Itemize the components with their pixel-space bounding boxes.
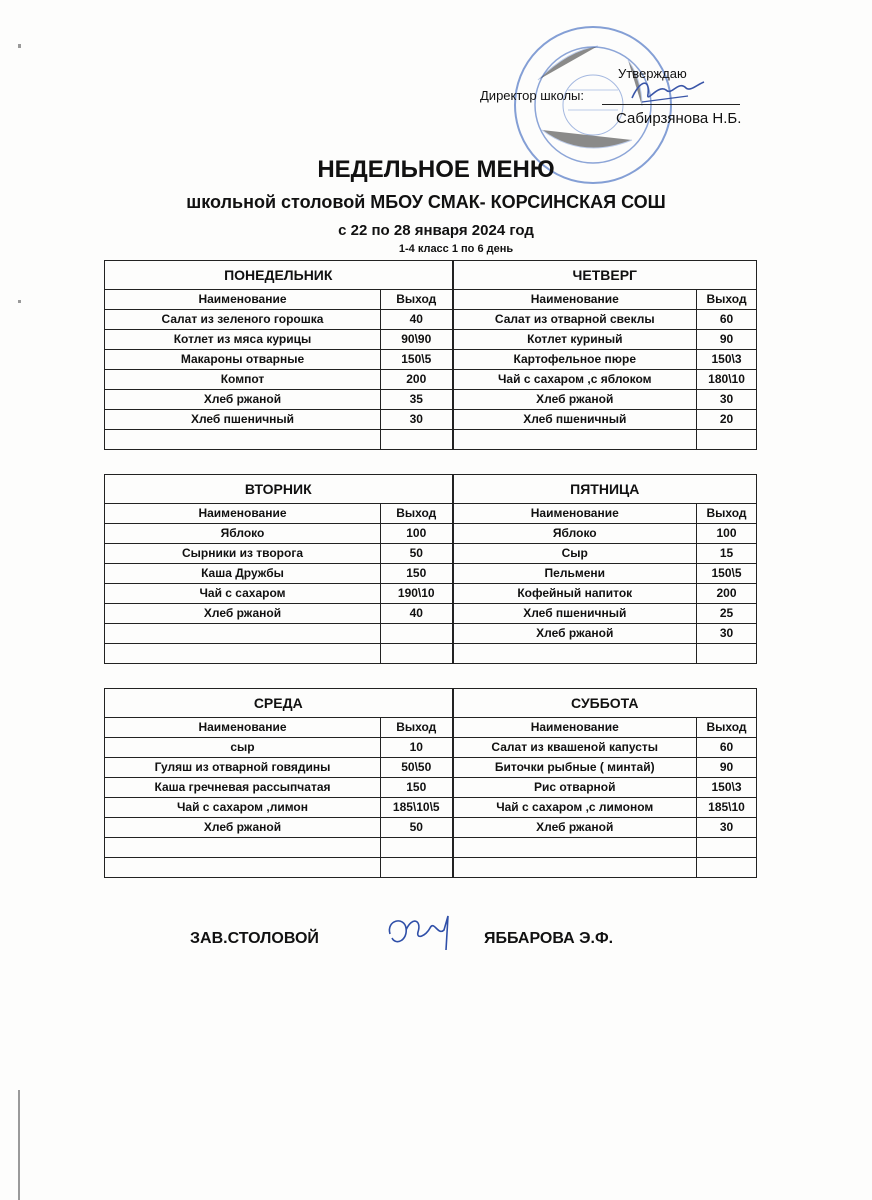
table-row xyxy=(105,564,757,584)
page-title: НЕДЕЛЬНОЕ МЕНЮ xyxy=(317,156,555,183)
dish-output: 150\5 xyxy=(697,564,757,584)
table-row xyxy=(105,410,757,430)
dish-output: 20 xyxy=(697,410,757,430)
day-header: СРЕДА xyxy=(105,689,453,718)
table-row xyxy=(105,390,757,410)
dish-name: Хлеб пшеничный xyxy=(105,410,381,430)
dish-name: Котлет куриный xyxy=(453,330,697,350)
director-name: Сабирзянова Н.Б. xyxy=(616,110,742,127)
dish-name: Салат из зеленого горошка xyxy=(105,310,381,330)
dish-output: 150\3 xyxy=(697,350,757,370)
dish-output xyxy=(697,644,757,664)
table-row xyxy=(105,644,757,664)
table-row xyxy=(105,838,757,858)
table-row xyxy=(105,624,757,644)
dish-output: 10 xyxy=(381,738,453,758)
dish-output xyxy=(697,858,757,878)
dish-output: 200 xyxy=(697,584,757,604)
dish-output: 15 xyxy=(697,544,757,564)
dish-name: Макароны отварные xyxy=(105,350,381,370)
dish-name: Кофейный напиток xyxy=(453,584,697,604)
dish-output xyxy=(381,430,453,450)
dish-output: 185\10 xyxy=(697,798,757,818)
table-row xyxy=(105,584,757,604)
dish-name: Яблоко xyxy=(105,524,381,544)
dish-output: 50 xyxy=(381,544,453,564)
dish-name xyxy=(453,838,697,858)
dish-name: Хлеб пшеничный xyxy=(453,604,697,624)
column-header-output: Выход xyxy=(697,290,757,310)
director-signature xyxy=(628,74,708,110)
dish-output xyxy=(381,838,453,858)
dish-output: 90\90 xyxy=(381,330,453,350)
table-row xyxy=(105,778,757,798)
dish-output xyxy=(381,858,453,878)
dish-name: Биточки рыбные ( минтай) xyxy=(453,758,697,778)
dish-name xyxy=(105,644,381,664)
column-header-output: Выход xyxy=(381,504,453,524)
dish-output: 30 xyxy=(381,410,453,430)
table-row xyxy=(105,818,757,838)
column-header-output: Выход xyxy=(381,290,453,310)
dish-output xyxy=(697,430,757,450)
dish-name xyxy=(105,624,381,644)
dish-output: 190\10 xyxy=(381,584,453,604)
dish-output: 185\10\5 xyxy=(381,798,453,818)
dish-name: Сырники из творога xyxy=(105,544,381,564)
dish-name: Салат из отварной свеклы xyxy=(453,310,697,330)
dish-name xyxy=(105,858,381,878)
dish-name xyxy=(453,858,697,878)
canteen-head-name: ЯББАРОВА Э.Ф. xyxy=(484,930,614,947)
dish-output: 40 xyxy=(381,310,453,330)
dish-name: Чай с сахаром ,с лимоном xyxy=(453,798,697,818)
column-header-name: Наименование xyxy=(105,290,381,310)
dish-name: Гуляш из отварной говядины xyxy=(105,758,381,778)
table-row xyxy=(105,604,757,624)
dish-output: 60 xyxy=(697,738,757,758)
dish-output: 35 xyxy=(381,390,453,410)
dish-name: Пельмени xyxy=(453,564,697,584)
dish-name: Хлеб ржаной xyxy=(453,624,697,644)
table-row xyxy=(105,430,757,450)
dish-output: 100 xyxy=(697,524,757,544)
table-row xyxy=(105,738,757,758)
dish-output: 150\3 xyxy=(697,778,757,798)
day-header: СУББОТА xyxy=(453,689,757,718)
dish-output: 25 xyxy=(697,604,757,624)
table-row xyxy=(105,524,757,544)
dish-name: Хлеб ржаной xyxy=(453,818,697,838)
menu-table-tuesday-friday xyxy=(104,474,757,664)
table-row xyxy=(105,544,757,564)
day-header: ВТОРНИК xyxy=(105,475,453,504)
dish-output xyxy=(381,624,453,644)
day-header: ПОНЕДЕЛЬНИК xyxy=(105,261,453,290)
dish-name: Хлеб ржаной xyxy=(105,390,381,410)
dish-output: 30 xyxy=(697,818,757,838)
column-header-name: Наименование xyxy=(105,718,381,738)
dish-name: Хлеб ржаной xyxy=(105,818,381,838)
dish-output: 40 xyxy=(381,604,453,624)
dish-name: Салат из квашеной капусты xyxy=(453,738,697,758)
dish-output: 200 xyxy=(381,370,453,390)
dish-name xyxy=(105,430,381,450)
dish-name: Хлеб пшеничный xyxy=(453,410,697,430)
dish-name: Чай с сахаром xyxy=(105,584,381,604)
dish-name: Картофельное пюре xyxy=(453,350,697,370)
dish-name: Яблоко xyxy=(453,524,697,544)
dish-output xyxy=(697,838,757,858)
menu-note: 1-4 класс 1 по 6 день xyxy=(398,243,514,255)
canteen-head-signature xyxy=(382,906,462,956)
dish-output: 90 xyxy=(697,330,757,350)
director-position: Директор школы: xyxy=(480,88,584,103)
menu-table-wednesday-saturday xyxy=(104,688,757,878)
dish-name: Чай с сахаром ,с яблоком xyxy=(453,370,697,390)
table-row xyxy=(105,370,757,390)
dish-output: 30 xyxy=(697,624,757,644)
dish-output: 100 xyxy=(381,524,453,544)
table-row xyxy=(105,858,757,878)
scan-edge-mark xyxy=(18,1090,20,1200)
canteen-head-role: ЗАВ.СТОЛОВОЙ xyxy=(190,930,319,947)
column-header-name: Наименование xyxy=(453,290,697,310)
dish-name: Сыр xyxy=(453,544,697,564)
scan-edge-mark xyxy=(18,300,21,303)
dish-name: Хлеб ржаной xyxy=(453,390,697,410)
dish-name: Хлеб ржаной xyxy=(105,604,381,624)
dish-output: 180\10 xyxy=(697,370,757,390)
table-row xyxy=(105,798,757,818)
dish-output xyxy=(381,644,453,664)
dish-name: Каша гречневая рассыпчатая xyxy=(105,778,381,798)
page-subtitle: школьной столовой МБОУ СМАК- КОРСИНСКАЯ СОШ xyxy=(186,192,666,212)
dish-output: 50\50 xyxy=(381,758,453,778)
column-header-name: Наименование xyxy=(105,504,381,524)
dish-name: Котлет из мяса курицы xyxy=(105,330,381,350)
menu-table-monday-thursday xyxy=(104,260,757,450)
dish-name: Каша Дружбы xyxy=(105,564,381,584)
dish-output: 150\5 xyxy=(381,350,453,370)
dish-output: 150 xyxy=(381,564,453,584)
dish-output: 60 xyxy=(697,310,757,330)
dish-output: 90 xyxy=(697,758,757,778)
dish-name: Рис отварной xyxy=(453,778,697,798)
dish-name xyxy=(453,430,697,450)
dish-name: Компот xyxy=(105,370,381,390)
menu-period: с 22 по 28 января 2024 год xyxy=(338,222,534,239)
day-header: ПЯТНИЦА xyxy=(453,475,757,504)
table-row xyxy=(105,758,757,778)
dish-name: сыр xyxy=(105,738,381,758)
column-header-output: Выход xyxy=(697,504,757,524)
dish-name xyxy=(105,838,381,858)
approval-title: Утверждаю xyxy=(618,66,687,81)
scan-edge-mark xyxy=(18,44,21,48)
column-header-name: Наименование xyxy=(453,504,697,524)
column-header-output: Выход xyxy=(697,718,757,738)
approval-block xyxy=(470,66,770,136)
table-row xyxy=(105,330,757,350)
table-row xyxy=(105,310,757,330)
column-header-name: Наименование xyxy=(453,718,697,738)
dish-name xyxy=(453,644,697,664)
dish-output: 150 xyxy=(381,778,453,798)
dish-output: 30 xyxy=(697,390,757,410)
dish-name: Чай с сахаром ,лимон xyxy=(105,798,381,818)
dish-output: 50 xyxy=(381,818,453,838)
column-header-output: Выход xyxy=(381,718,453,738)
day-header: ЧЕТВЕРГ xyxy=(453,261,757,290)
table-row xyxy=(105,350,757,370)
